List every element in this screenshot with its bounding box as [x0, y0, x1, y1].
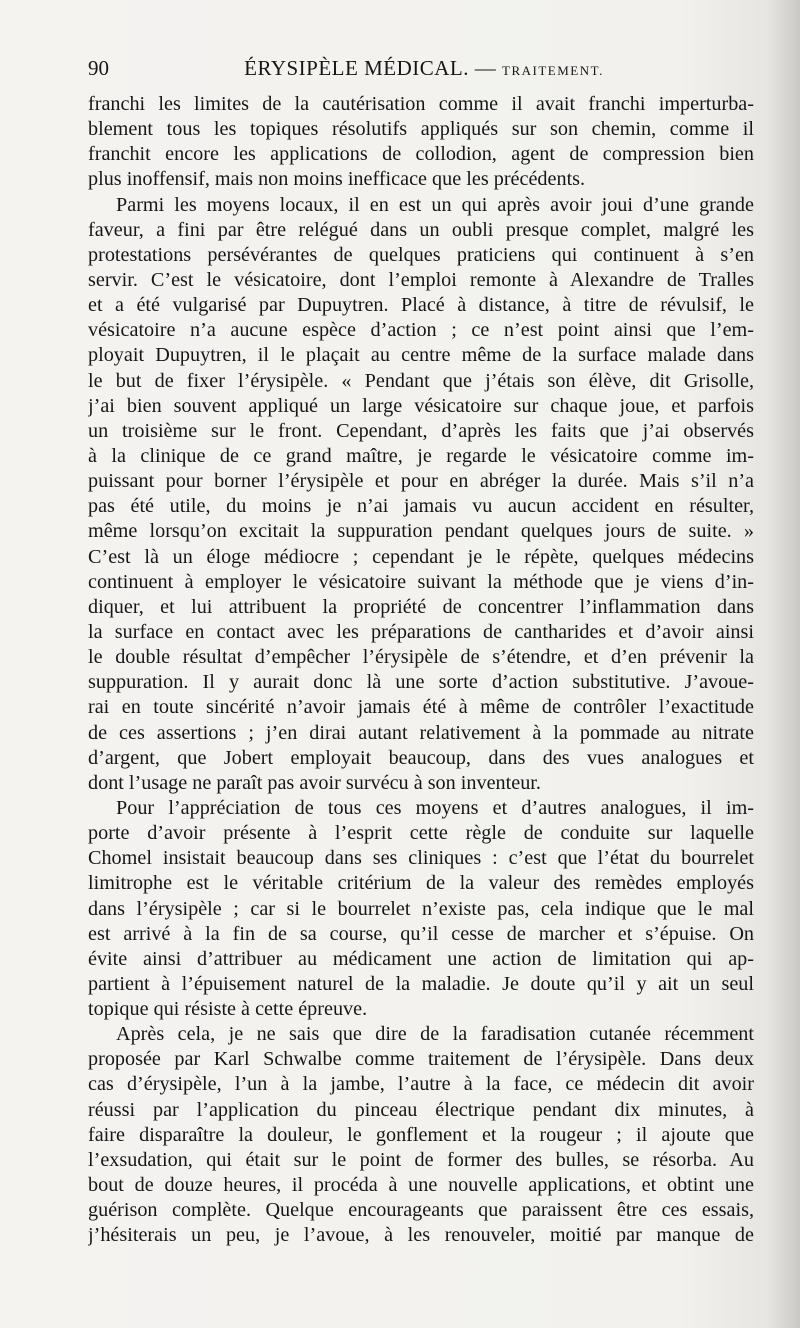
text-line: Parmi les moyens locaux, il en est un qui après avoir joui d’une grande: [116, 193, 754, 216]
text-line: j’hésiterais un peu, je l’avoue, à les renouveler, moitié par manque de: [88, 1224, 754, 1247]
text-line: l’exsudation, qui était sur le point de former des bulles, se résorba. Au: [88, 1148, 754, 1171]
text-line: servir. C’est le vésicatoire, dont l’emploi remonte à Alexandre de Tralles: [88, 268, 754, 291]
running-title: [88, 56, 760, 81]
text-line: protestations persévérantes de quelques praticiens qui continuent à s’en: [88, 243, 754, 266]
running-header: [88, 56, 760, 90]
text-line: rai en toute sincérité n’avoir jamais été à même de contrôler l’exactitude: [88, 696, 754, 719]
header-separator: —: [474, 56, 497, 80]
text-line: blement tous les topiques résolutifs appliqués sur son chemin, comme il: [88, 118, 754, 141]
header-title: ÉRYSIPÈLE MÉDICAL.: [244, 56, 469, 80]
text-line: cas d’érysipèle, l’un à la jambe, l’autre à la face, ce médecin dit avoir: [88, 1073, 754, 1096]
text-line: est arrivé à la fin de sa course, qu’il cesse de marcher et s’épuise. On: [88, 922, 754, 945]
text-line: pas été utile, du moins je n’ai jamais vu aucun accident en résulter,: [88, 495, 754, 518]
text-line: porte d’avoir présente à l’esprit cette règle de conduite sur laquelle: [88, 822, 754, 845]
text-line: ployait Dupuytren, il le plaçait au centre même de la surface malade dans: [88, 344, 754, 367]
text-line: suppuration. Il y aurait donc là une sorte d’action substitutive. J’avoue-: [88, 671, 754, 694]
text-line: dans l’érysipèle ; car si le bourrelet n’existe pas, cela indique que le mal: [88, 897, 754, 920]
text-line: limitrophe est le véritable critérium de la valeur des remèdes employés: [88, 872, 754, 895]
body-text: [88, 92, 754, 1248]
text-line: C’est là un éloge médiocre ; cependant je le répète, quelques médecins: [88, 545, 754, 568]
text-line: même lorsqu’on excitait la suppuration pendant quelques jours de suite. »: [88, 520, 754, 543]
text-line: à la clinique de ce grand maître, je regarde le vésicatoire comme im-: [88, 444, 754, 467]
text-line: le double résultat d’empêcher l’érysipèle de s’étendre, et d’en prévenir la: [88, 646, 754, 669]
text-line: un troisième sur le front. Cependant, d’après les faits que j’ai observés: [88, 419, 754, 442]
text-line: puissant pour borner l’érysipèle et pour en abréger la durée. Mais s’il n’a: [88, 470, 754, 493]
text-line: d’argent, que Jobert employait beaucoup, dans des vues analogues et: [88, 746, 754, 769]
text-line: j’ai bien souvent appliqué un large vésicatoire sur chaque joue, et parfois: [88, 394, 754, 417]
text-line: continuent à employer le vésicatoire suivant la méthode que je viens d’in-: [88, 570, 754, 593]
text-line: bout de douze heures, il procéda à une nouvelle applications, et obtint une: [88, 1174, 754, 1197]
text-line: dont l’usage ne paraît pas avoir survécu à son inventeur.: [88, 771, 541, 794]
text-line: partient à l’épuisement naturel de la maladie. Je doute qu’il y ait un seul: [88, 972, 754, 995]
text-line: réussi par l’application du pinceau électrique pendant dix minutes, à: [88, 1098, 754, 1121]
header-subtitle: TRAITEMENT.: [502, 63, 604, 78]
text-line: Pour l’appréciation de tous ces moyens et d’autres analogues, il im-: [116, 796, 754, 819]
text-line: faire disparaître la douleur, le gonflement et la rougeur ; il ajoute que: [88, 1123, 754, 1146]
text-line: proposée par Karl Schwalbe comme traitement de l’érysipèle. Dans deux: [88, 1048, 754, 1071]
page-number: 90: [88, 56, 109, 80]
text-line: vésicatoire n’a aucune espèce d’action ; ce n’est point ainsi que l’em-: [88, 319, 754, 342]
text-line: faveur, a fini par être relégué dans un oubli presque complet, malgré les: [88, 218, 754, 241]
text-line: la surface en contact avec les préparations de cantharides et d’avoir ainsi: [88, 620, 754, 643]
text-line: topique qui résiste à cette épreuve.: [88, 998, 368, 1021]
text-line: et a été vulgarisé par Dupuytren. Placé à distance, à titre de révulsif, le: [88, 294, 754, 317]
text-line: guérison complète. Quelque encourageants que paraissent être ces essais,: [88, 1199, 754, 1222]
text-line: plus inoffensif, mais non moins inefficace que les précédents.: [88, 168, 586, 191]
text-line: évite ainsi d’attribuer au médicament une action de limitation qui ap-: [88, 947, 754, 970]
text-line: Après cela, je ne sais que dire de la faradisation cutanée récemment: [116, 1023, 754, 1046]
text-line: de ces assertions ; j’en dirai autant relativement à la pommade au nitrate: [88, 721, 754, 744]
text-line: le but de fixer l’érysipèle. « Pendant que j’étais son élève, dit Grisolle,: [88, 369, 754, 392]
text-line: franchit encore les applications de collodion, agent de compression bien: [88, 143, 754, 166]
text-line: diquer, et lui attribuent la propriété de concentrer l’inflammation dans: [88, 595, 754, 618]
text-line: franchi les limites de la cautérisation comme il avait franchi imperturba-: [88, 93, 754, 115]
text-line: Chomel insistait beaucoup dans ses cliniques : c’est que l’état du bourrelet: [88, 847, 754, 870]
